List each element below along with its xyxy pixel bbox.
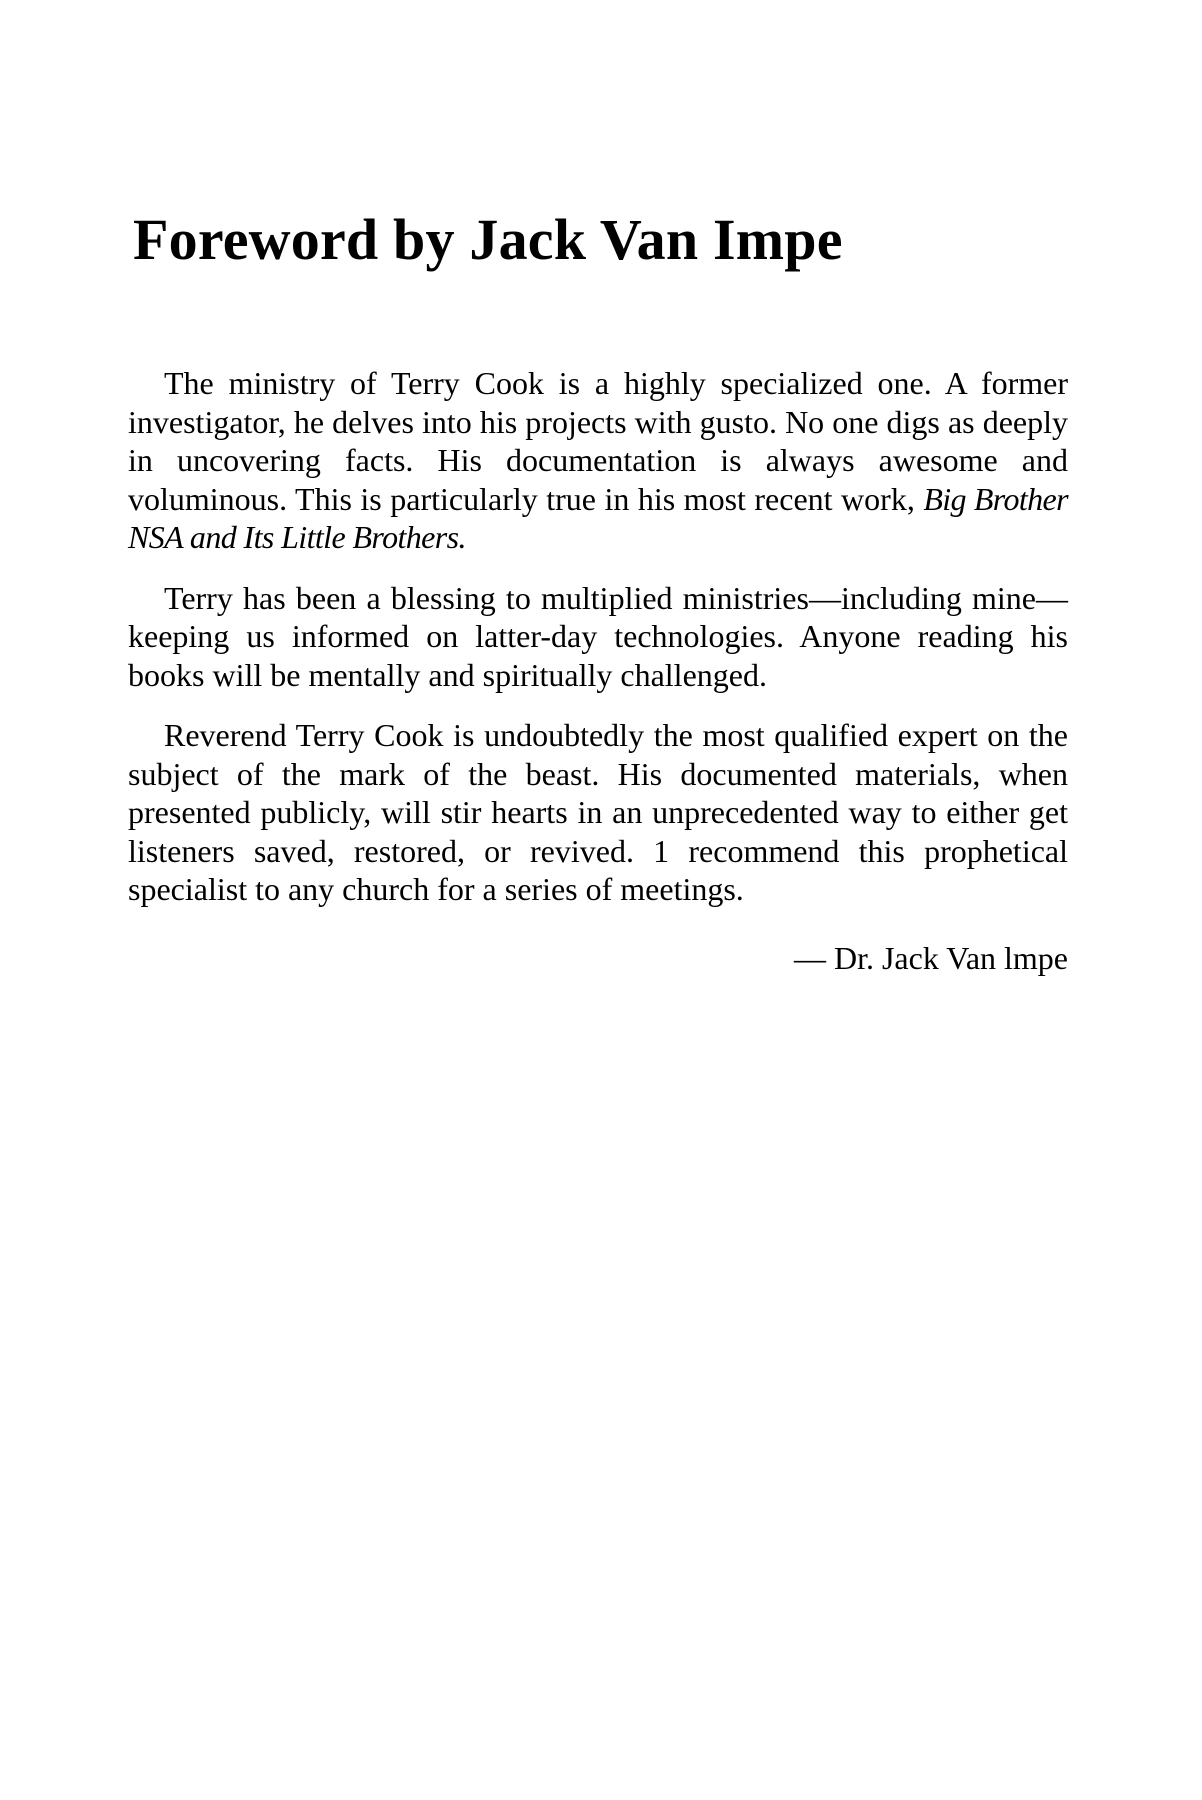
book-title-italic: Big Brother NSA and Its Little Brothers (128, 480, 1068, 555)
signature: — Dr. Jack Van lmpe (793, 939, 1068, 976)
paragraph-1 (128, 364, 1068, 557)
paragraph-2-text: Terry has been a blessing to multiplied ministries—including mine—keeping us informed on latter-day technologies. Anyone reading his books will be mentally and spiritually challenged. (128, 579, 1068, 693)
paragraph-3-text: Reverend Terry Cook is undoubtedly the most qualified expert on the subject of the mark of the beast. His documented materials, when presented publicly, will stir hearts in an unprecedented way to either get listeners saved, restored, or revived. 1 recommend this prophetical specialist to any church for a series of meetings. (128, 717, 1068, 907)
paragraph-3 (128, 716, 1068, 909)
page-title: Foreword by Jack Van Impe (133, 207, 843, 272)
foreword-body (128, 364, 1068, 977)
paragraph-1-text: The ministry of Terry Cook is a highly specialized one. A former investigator, he delves into his projects with gusto. No one digs as deeply in uncovering facts. His documentation is always awesome and voluminous. This is particularly true in his most recent work, (128, 365, 1068, 517)
paragraph-2 (128, 579, 1068, 695)
paragraph-1-end: . (458, 519, 466, 555)
